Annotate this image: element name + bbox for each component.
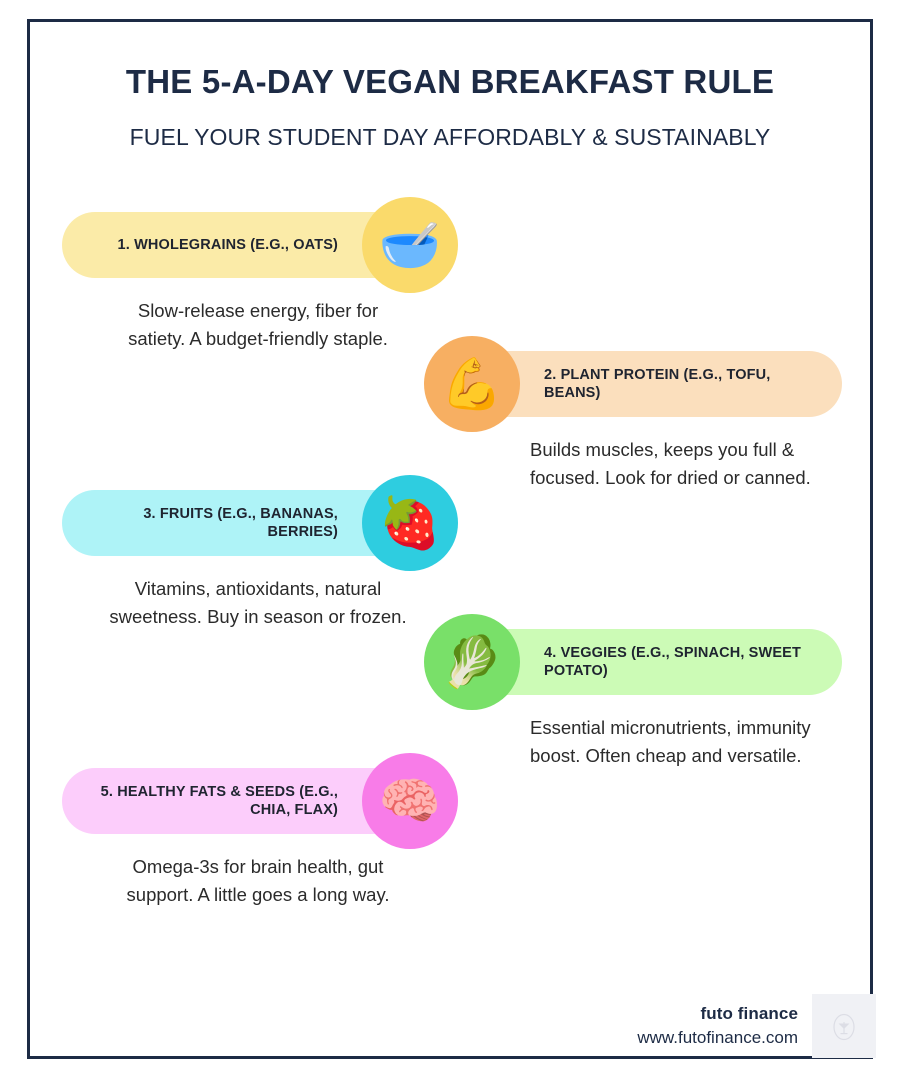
footer-text (637, 1003, 798, 1050)
page-subtitle: FUEL YOUR STUDENT DAY AFFORDABLY & SUSTAINABLY (129, 123, 771, 150)
brand-name: futo finance (700, 1003, 798, 1023)
rule-item-band (62, 753, 458, 849)
rule-item-band (62, 197, 458, 293)
rule-item-description: Omega-3s for brain health, gut support. A little goes a long way. (126, 856, 390, 905)
rule-item (30, 197, 870, 349)
rule-item (30, 614, 870, 766)
rule-item-description: Slow-release energy, fiber for satiety. A budget-friendly staple. (128, 300, 388, 349)
footer (637, 994, 876, 1058)
leafy-green-icon: 🥬 (440, 634, 504, 691)
rule-item-icon-circle (362, 197, 458, 293)
rule-item-pill[interactable] (62, 768, 410, 834)
rule-item-label: 1. WHOLEGRAINS (E.G., OATS) (117, 237, 338, 254)
rule-item-pill[interactable] (472, 629, 842, 695)
strawberry-icon: 🍓 (378, 495, 442, 552)
rule-item-band (62, 475, 458, 571)
rule-item-pill[interactable] (472, 351, 842, 417)
bowl-with-spoon-icon: 🥣 (378, 217, 442, 274)
rule-item-icon-circle (362, 475, 458, 571)
rule-item (30, 336, 870, 488)
rule-item-icon-circle (362, 753, 458, 849)
page-title: THE 5-A-DAY VEGAN BREAKFAST RULE (125, 63, 775, 100)
rule-item-label: 2. PLANT PROTEIN (E.G., TOFU, BEANS) (544, 367, 771, 402)
rule-item-description: Essential micronutrients, immunity boost. Often cheap and versatile. (530, 717, 811, 766)
website-url: www.futofinance.com (637, 1027, 798, 1047)
rule-item-icon-circle (424, 614, 520, 710)
poster-header (30, 22, 870, 151)
logo-placeholder (812, 994, 876, 1058)
rule-item (30, 753, 870, 905)
rule-item-band (424, 614, 842, 710)
rule-item-pill[interactable] (62, 490, 410, 556)
brain-icon: 🧠 (378, 773, 442, 830)
rule-item-description: Builds muscles, keeps you full & focused. Look for dried or canned. (530, 439, 811, 488)
rule-item-label: 3. FRUITS (E.G., BANANAS, BERRIES) (143, 506, 338, 541)
rule-item-band (424, 336, 842, 432)
rule-item-description: Vitamins, antioxidants, natural sweetness. Buy in season or frozen. (109, 578, 407, 627)
rule-item-label: 4. VEGGIES (E.G., SPINACH, SWEET POTATO) (544, 645, 801, 680)
rule-item-label: 5. HEALTHY FATS & SEEDS (E.G., CHIA, FLAX) (100, 784, 338, 819)
rule-list (30, 197, 870, 905)
futo-logo-icon (831, 1010, 857, 1042)
rule-item (30, 475, 870, 627)
rule-item-pill[interactable] (62, 212, 410, 278)
rule-item-icon-circle (424, 336, 520, 432)
flexed-biceps-icon: 💪 (440, 356, 504, 413)
poster-content (30, 22, 870, 1056)
